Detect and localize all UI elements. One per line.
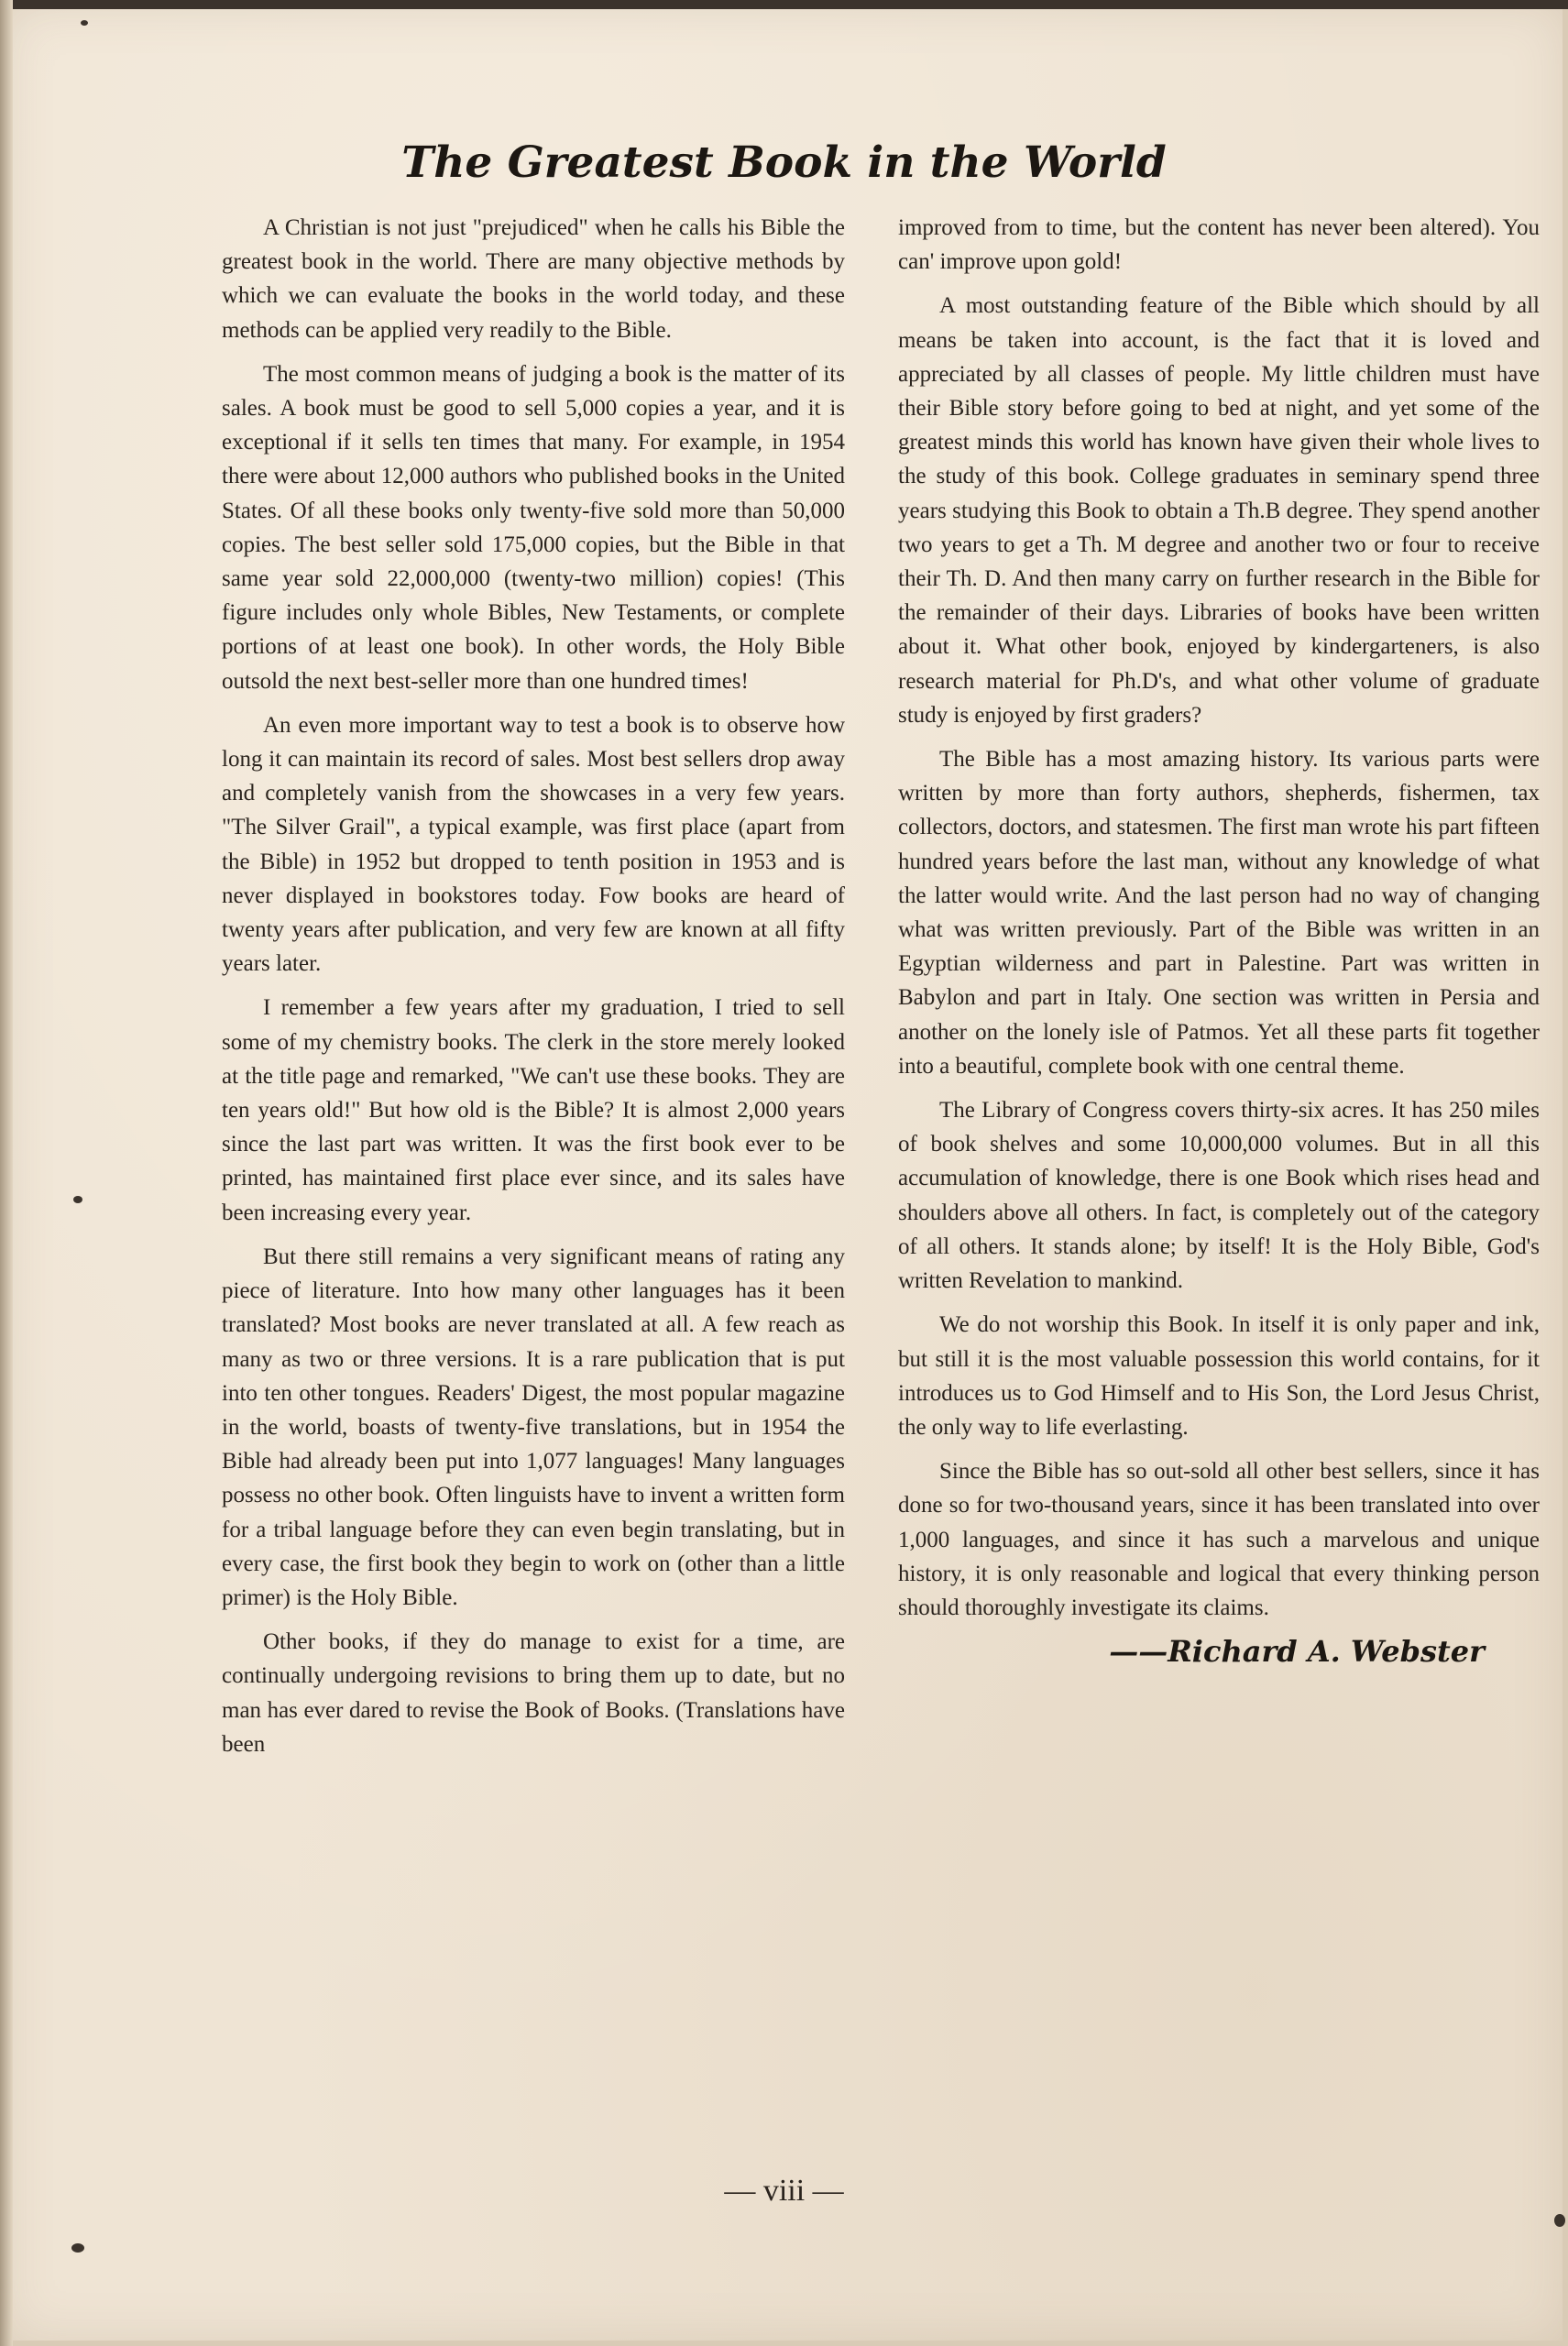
left-column: [222, 211, 845, 1771]
print-speck: [1554, 2214, 1565, 2227]
paragraph-library-of-congress: The Library of Congress covers thirty-six acres. It has 250 miles of book shelves and some 10,000,000 volumes. But in all this accumulation of knowledge, there is one Book which rises head and shoulders above all others. In fact, is completely out of the category of all others. It stands alone; by itself! It is the Holy Bible, God's written Revelation to mankind.: [898, 1098, 1540, 1294]
page-top-edge: [0, 0, 1568, 9]
page-left-edge: [0, 0, 13, 2346]
print-speck: [71, 2243, 84, 2253]
paragraph-history: The Bible has a most amazing history. Its various parts were written by more than forty authors, shepherds, fishermen, tax collectors, doctors, and statesmen. The first man wrote his part fifteen hundred years before the last man, without any knowledge of what the latter would write. And the last person had no way of changing what was written previously. Part of the Bible was written in an Egyptian wilderness and part in Palestine. Part was written in Babylon and part in Italy. One section was written in Persia and another on the lonely isle of Patmos. Yet all these parts fit together into a beautiful, complete book with one central theme.: [898, 747, 1540, 1079]
page-number: — viii —: [724, 2174, 844, 2208]
right-column: [898, 211, 1540, 1669]
paragraph-translations: But there still remains a very significant means of rating any piece of literature. Into how many other languages has it been translated? Most books are never translated at all. A few reach as many as two or three versions. It is a rare publication that is put into ten other tongues. Readers' Digest, the most popular magazine in the world, boasts of twenty-five translations, but in 1954 the Bible had already been put into 1,077 languages! Many languages possess no other book. Often linguists have to invent a written form for a tribal language before they can even begin translating, but in every case, the first book they begin to work on (other than a little primer) is the Holy Bible.: [222, 1244, 845, 1610]
paragraph-conclusion: Since the Bible has so out-sold all other best sellers, since it has done so for two-thousand years, since it has been translated into over 1,000 languages, and since it has such a marvelous and unique history, it is only reasonable and logical that every thinking person should thoroughly investigate its claims.: [898, 1459, 1540, 1620]
paragraph-longevity: An even more important way to test a book is to observe how long it can maintain its record of sales. Most best sellers drop away and completely vanish from the showcases in a very few years. "The Silver Grail", a typical example, was first place (apart from the Bible) in 1952 but dropped to tenth position in 1953 and is never displayed in bookstores today. Fow books are heard of twenty years after publication, and very few are known at all fifty years later.: [222, 712, 845, 977]
paragraph-sales: The most common means of judging a book is the matter of its sales. A book must be good to sell 5,000 copies a year, and it is exceptional if it sells ten times that many. For example, in 1954 there were about 12,000 authors who published books in the United States. Of all these books only twenty-five sold more than 50,000 copies. The best seller sold 175,000 copies, but the Bible in that same year sold 22,000,000 (twenty-two million) copies! (This figure includes only whole Bibles, New Testaments, or complete portions of at least one book). In other words, the Holy Bible outsold the next best-seller more than one hundred times!: [222, 361, 845, 694]
paragraph-revisions: Other books, if they do manage to exist for a time, are continually undergoing revisions to bring them up to date, but no man has ever dared to revise the Book of Books. (Translations have been: [222, 1629, 845, 1757]
paragraph-worship: We do not worship this Book. In itself it is only paper and ink, but still it is the most valuable possession this world contains, for it introduces us to God Himself and to His Son, the Lord Jesus Christ, the only way to life everlasting.: [898, 1312, 1540, 1440]
article-title: The Greatest Book in the World: [401, 137, 1167, 188]
paragraph-chemistry-books: I remember a few years after my graduation, I tried to sell some of my chemistry books. The clerk in the store merely looked at the title page and remarked, "We can't use these books. They are ten years old!" But how old is the Bible? It is almost 2,000 years since the last part was written. It was the first book ever to be printed, has maintained first place ever since, and its sales have been increasing every year.: [222, 995, 845, 1225]
print-speck: [73, 1196, 82, 1203]
paragraph-continuation: improved from to time, but the content has never been altered). You can' improve upon gold!: [898, 215, 1540, 275]
paragraph-all-classes: A most outstanding feature of the Bible which should by all means be taken into account, is the fact that it is loved and appreciated by all classes of people. My little children must have their Bible story before going to bed at night, and yet some of the greatest minds this world has known have given their whole lives to the study of this book. College graduates in seminary spend three years studying this Book to obtain a Th.B degree. They spend another two years to get a Th. M degree and another two or four to receive their Th. D. And then many carry on further research in the Bible for the remainder of their days. Libraries of books have been written about it. What other book, enjoyed by kindergarteners, is also research material for Ph.D's, and what other volume of graduate study is enjoyed by first graders?: [898, 293, 1540, 728]
print-speck: [81, 20, 88, 26]
author-signature: ——Richard A. Webster: [1109, 1634, 1485, 1670]
paragraph-intro: A Christian is not just "prejudiced" when he calls his Bible the greatest book in the world. There are many objective methods by which we can evaluate the books in the world today, and these methods can be applied very readily to the Bible.: [222, 215, 845, 343]
